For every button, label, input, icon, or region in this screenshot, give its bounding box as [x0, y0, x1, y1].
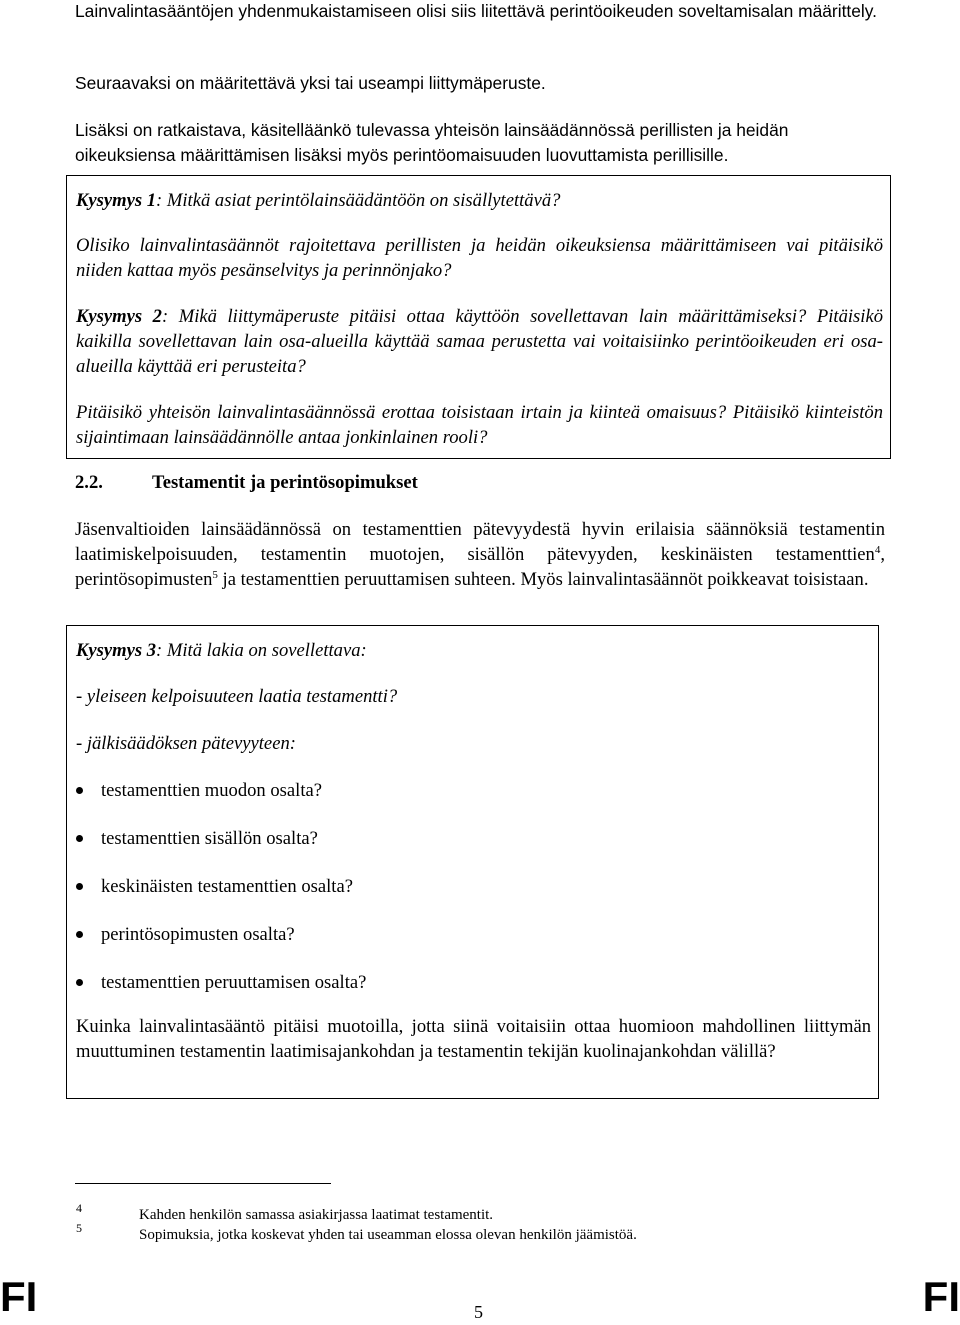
question-1 [76, 188, 883, 213]
section-paragraph [75, 517, 885, 592]
bullet-icon [76, 979, 83, 986]
list-item [76, 922, 366, 970]
question-3 [76, 638, 367, 663]
list-item [76, 826, 366, 874]
section-paragraph-part-c: ja testamenttien peruuttamisen suhteen. Myös lainvalintasäännöt poikkeavat toisistaan. [217, 569, 869, 590]
language-code-right: FI [922, 1273, 960, 1320]
question-2-text: : Mikä liittymäperuste pitäisi ottaa käyttöön sovellettavan lain määrittämiseksi? Pitäisikö kaikilla sovellettavan lain osa-alueilla käyttää samaa perustetta vai voitaisiinko perintöoikeuden eri osa-alueilla käyttää eri perusteita? [76, 306, 883, 377]
footnote-4-text: Kahden henkilön samassa asiakirjassa laatimat testamentit. [139, 1207, 494, 1223]
page-number: 5 [474, 1302, 483, 1322]
footnote-divider [75, 1183, 331, 1184]
list-item [76, 778, 366, 826]
question-1-text: : Mitkä asiat perintölainsäädäntöön on sisällytettävä? [156, 190, 561, 211]
list-item-text: keskinäisten testamenttien osalta? [101, 876, 353, 897]
question-box-3 [66, 625, 879, 1099]
question-3-closing: Kuinka lainvalintasääntö pitäisi muotoilla, jotta siinä voitaisiin ottaa huomioon mahdollinen liittymän muuttuminen testamentin laatimisajankohdan ja testamentin tekijän kuolinajankohdan välillä? [76, 1016, 871, 1062]
bullet-icon [76, 835, 83, 842]
list-item-text: testamenttien muodon osalta? [101, 780, 323, 801]
footnote-4-number: 4 [76, 1201, 82, 1215]
footnote-5-text: Sopimuksia, jotka koskevat yhden tai useamman elossa olevan henkilön jäämistöä. [139, 1227, 637, 1243]
question-box-1 [66, 175, 891, 459]
question-3-bullet-list [76, 778, 366, 1018]
language-code-left: FI [0, 1273, 38, 1320]
question-3-line-2: - jälkisäädöksen pätevyyteen: [76, 733, 296, 754]
section-number: 2.2. [75, 472, 103, 493]
list-item [76, 970, 366, 1018]
intro-paragraph-1: Lainvalintasääntöjen yhdenmukaistamiseen olisi siis liitettävä perintöoikeuden soveltamisalan määrittely. [75, 1, 878, 21]
question-3-line-1: - yleiseen kelpoisuuteen laatia testamentti? [76, 686, 398, 707]
question-3-text: : Mitä lakia on sovellettava: [156, 640, 367, 661]
question-2-extra: Pitäisikö yhteisön lainvalintasäännössä erottaa toisistaan irtain ja kiinteä omaisuus? Pitäisikö kiinteistön sijaintimaan lainsäädännölle antaa jonkinlainen rooli? [76, 402, 883, 448]
question-1-extra: Olisiko lainvalintasäännöt rajoitettava perillisten ja heidän oikeuksiensa määrittämiseen vai pitäisikö niiden kattaa myös pesänselvitys ja perinnönjako? [76, 235, 883, 281]
question-1-label: Kysymys 1 [76, 190, 157, 211]
list-item-text: testamenttien peruuttamisen osalta? [101, 972, 367, 993]
question-2 [76, 304, 883, 379]
question-3-label: Kysymys 3 [76, 640, 157, 661]
intro-paragraph-2: Seuraavaksi on määritettävä yksi tai useampi liittymäperuste. [75, 73, 546, 93]
section-paragraph-part-b: , perintösopimusten [75, 544, 885, 590]
footnote-ref-4: 4 [874, 544, 881, 556]
bullet-icon [76, 883, 83, 890]
intro-paragraph-3: Lisäksi on ratkaistava, käsitelläänkö tulevassa yhteisön lainsäädännössä perillisten ja heidän oikeuksiensa määrittämisen lisäksi myös perintöomaisuuden luovuttamista perillisille. [75, 120, 789, 165]
section-title: Testamentit ja perintösopimukset [152, 472, 418, 493]
section-paragraph-part-a: Jäsenvaltioiden lainsäädännössä on testamenttien pätevyydestä hyvin erilaisia säännöksiä testamentin laatimiskelpoisuuden, testamentin muotojen, sisällön pätevyyden, keskinäisten testamenttien [75, 519, 885, 565]
list-item-text: testamenttien sisällön osalta? [101, 828, 318, 849]
list-item-text: perintösopimusten osalta? [101, 924, 295, 945]
bullet-icon [76, 931, 83, 938]
list-item [76, 874, 366, 922]
footnote-5-number: 5 [76, 1221, 82, 1235]
footnote-ref-5: 5 [212, 569, 218, 581]
bullet-icon [76, 787, 83, 794]
question-2-label: Kysymys 2 [76, 306, 162, 327]
